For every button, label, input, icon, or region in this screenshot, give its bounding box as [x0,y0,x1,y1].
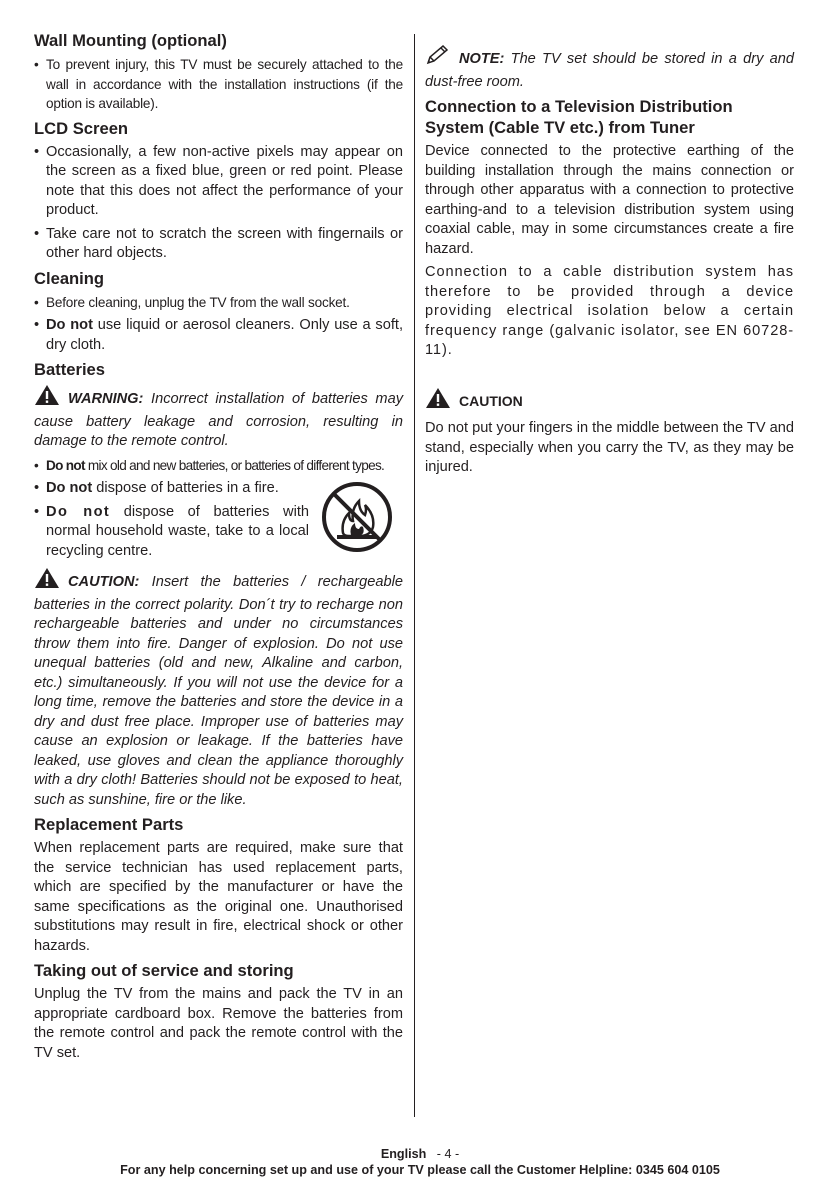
bold-do-not: Do not [46,317,93,333]
note-label: NOTE: [459,51,505,67]
list-item [34,503,309,562]
batteries-list [34,456,403,476]
warning-triangle-icon [34,384,60,413]
caution-text: Do not put your fingers in the middle between the TV and stand, especially when you carry the TV, as they may be injured. [425,420,794,475]
caution-text: Insert the batteries / rechargeable batteries in the correct polarity. Don´t try to recharge non rechargeable batteries and under no circumstances throw them into fire. Danger of explosion. Do not use unequal batteries (old and new, Alkaline and carbon, etc.) simultaneously. If you will not use the device for a long time, remove the batteries and store the device in a dry and dust free place. Improper use of batteries may cause an explosion or leakage. If the batteries have leaked, use gloves and clean the appliance thoroughly with a dry cloth! Batteries should not be exposed to heat, such as sunshine, fire or the like. [34,574,403,808]
warning-triangle-icon [34,567,60,596]
lcd-screen-list [34,143,403,264]
warning-text: Incorrect installation of batteries may cause battery leakage and corrosion, resulting in damage to the remote control. [34,391,403,449]
note [425,44,794,92]
list-item-text: mix old and new batteries, or batteries of different types. [84,457,385,473]
disposal-list [34,479,309,561]
heading-replacement-parts: Replacement Parts [34,815,184,834]
bold-do-not: Do not [46,457,85,473]
list-item: • Occasionally, a few non-active pixels may appear on the screen as a fixed blue, green or red point. Please note that this does not affect the performance of your product. [34,143,403,221]
pencil-note-icon [425,44,451,73]
section-caution [425,387,794,478]
page-footer-language [0,1147,840,1161]
section-wall-mounting [34,30,403,114]
list-item [34,479,309,499]
wall-mounting-list [34,55,403,114]
right-column [425,30,794,482]
replacement-text: When replacement parts are required, make sure that the service technician has used replacement parts, which are specified by the manufacturer or have the same specifications as the original one. Unauthorised substitutions may result in fire, electrical shock or other hazards. [34,840,403,954]
storing-text: Unplug the TV from the mains and pack the TV in an appropriate cardboard box. Remove the batteries from the remote control and pack the remote control with the TV set. [34,986,403,1061]
note-text: The TV set should be stored in a dry and dust-free room. [425,51,794,90]
list-item: • Before cleaning, unplug the TV from the wall socket. [34,293,403,313]
heading-batteries: Batteries [34,360,106,379]
list-item-text: use liquid or aerosol cleaners. Only use a soft, dry cloth. [46,317,404,353]
cable-paragraph: Device connected to the protective earthing of the building installation through the mains connection or through other apparatus with a connection to protective earthing-and to a television distribution system using coaxial cable, may in some circumstances create a fire hazard. [425,143,794,257]
section-cleaning [34,268,403,356]
caution-heading [425,387,794,416]
bold-do-not: Do not [46,480,93,496]
batteries-caution [34,567,403,810]
heading-lcd-screen: LCD Screen [34,118,129,138]
list-item [34,456,403,476]
left-column [34,30,403,1067]
section-storing [34,960,403,1063]
page-number: - 4 - [436,1147,460,1161]
footer-language: English [380,1147,427,1161]
heading-storing: Taking out of service and storing [34,961,294,980]
heading-cleaning: Cleaning [34,268,105,288]
caution-label: CAUTION [459,392,523,409]
no-fire-icon [321,481,393,553]
section-cable-connection [425,96,794,361]
section-batteries [34,359,403,810]
heading-wall-mounting: Wall Mounting (optional) [34,31,227,50]
batteries-warning [34,384,403,452]
cleaning-list [34,293,403,356]
list-item: • To prevent injury, this TV must be securely attached to the wall in accordance with the installation instructions (if the option is available). [34,55,403,114]
warning-label: WARNING: [68,391,144,407]
section-replacement-parts [34,814,403,956]
column-divider [414,34,415,1117]
list-item [34,316,403,355]
list-item: • Take care not to scratch the screen with fingernails or other hard objects. [34,225,403,264]
disposal-block [34,479,403,561]
list-item-text: dispose of batteries with normal household waste, take to a local recycling centre. [46,503,309,559]
bold-do-not: Do not [46,503,111,520]
cable-paragraph: Connection to a cable distribution system has therefore to be provided through a device providing electrical isolation below a certain frequency range (galvanic isolator, see EN 60728-11). [425,264,794,358]
list-item-text: dispose of batteries in a fire. [92,480,279,496]
heading-cable-connection: Connection to a Television Distribution System (Cable TV etc.) from Tuner [425,97,733,137]
section-lcd-screen [34,118,403,264]
footer-helpline: For any help concerning set up and use of your TV please call the Customer Helpline: 0345 604 0105 [120,1163,720,1177]
warning-triangle-icon [425,387,451,416]
caution-label: CAUTION: [68,574,140,590]
